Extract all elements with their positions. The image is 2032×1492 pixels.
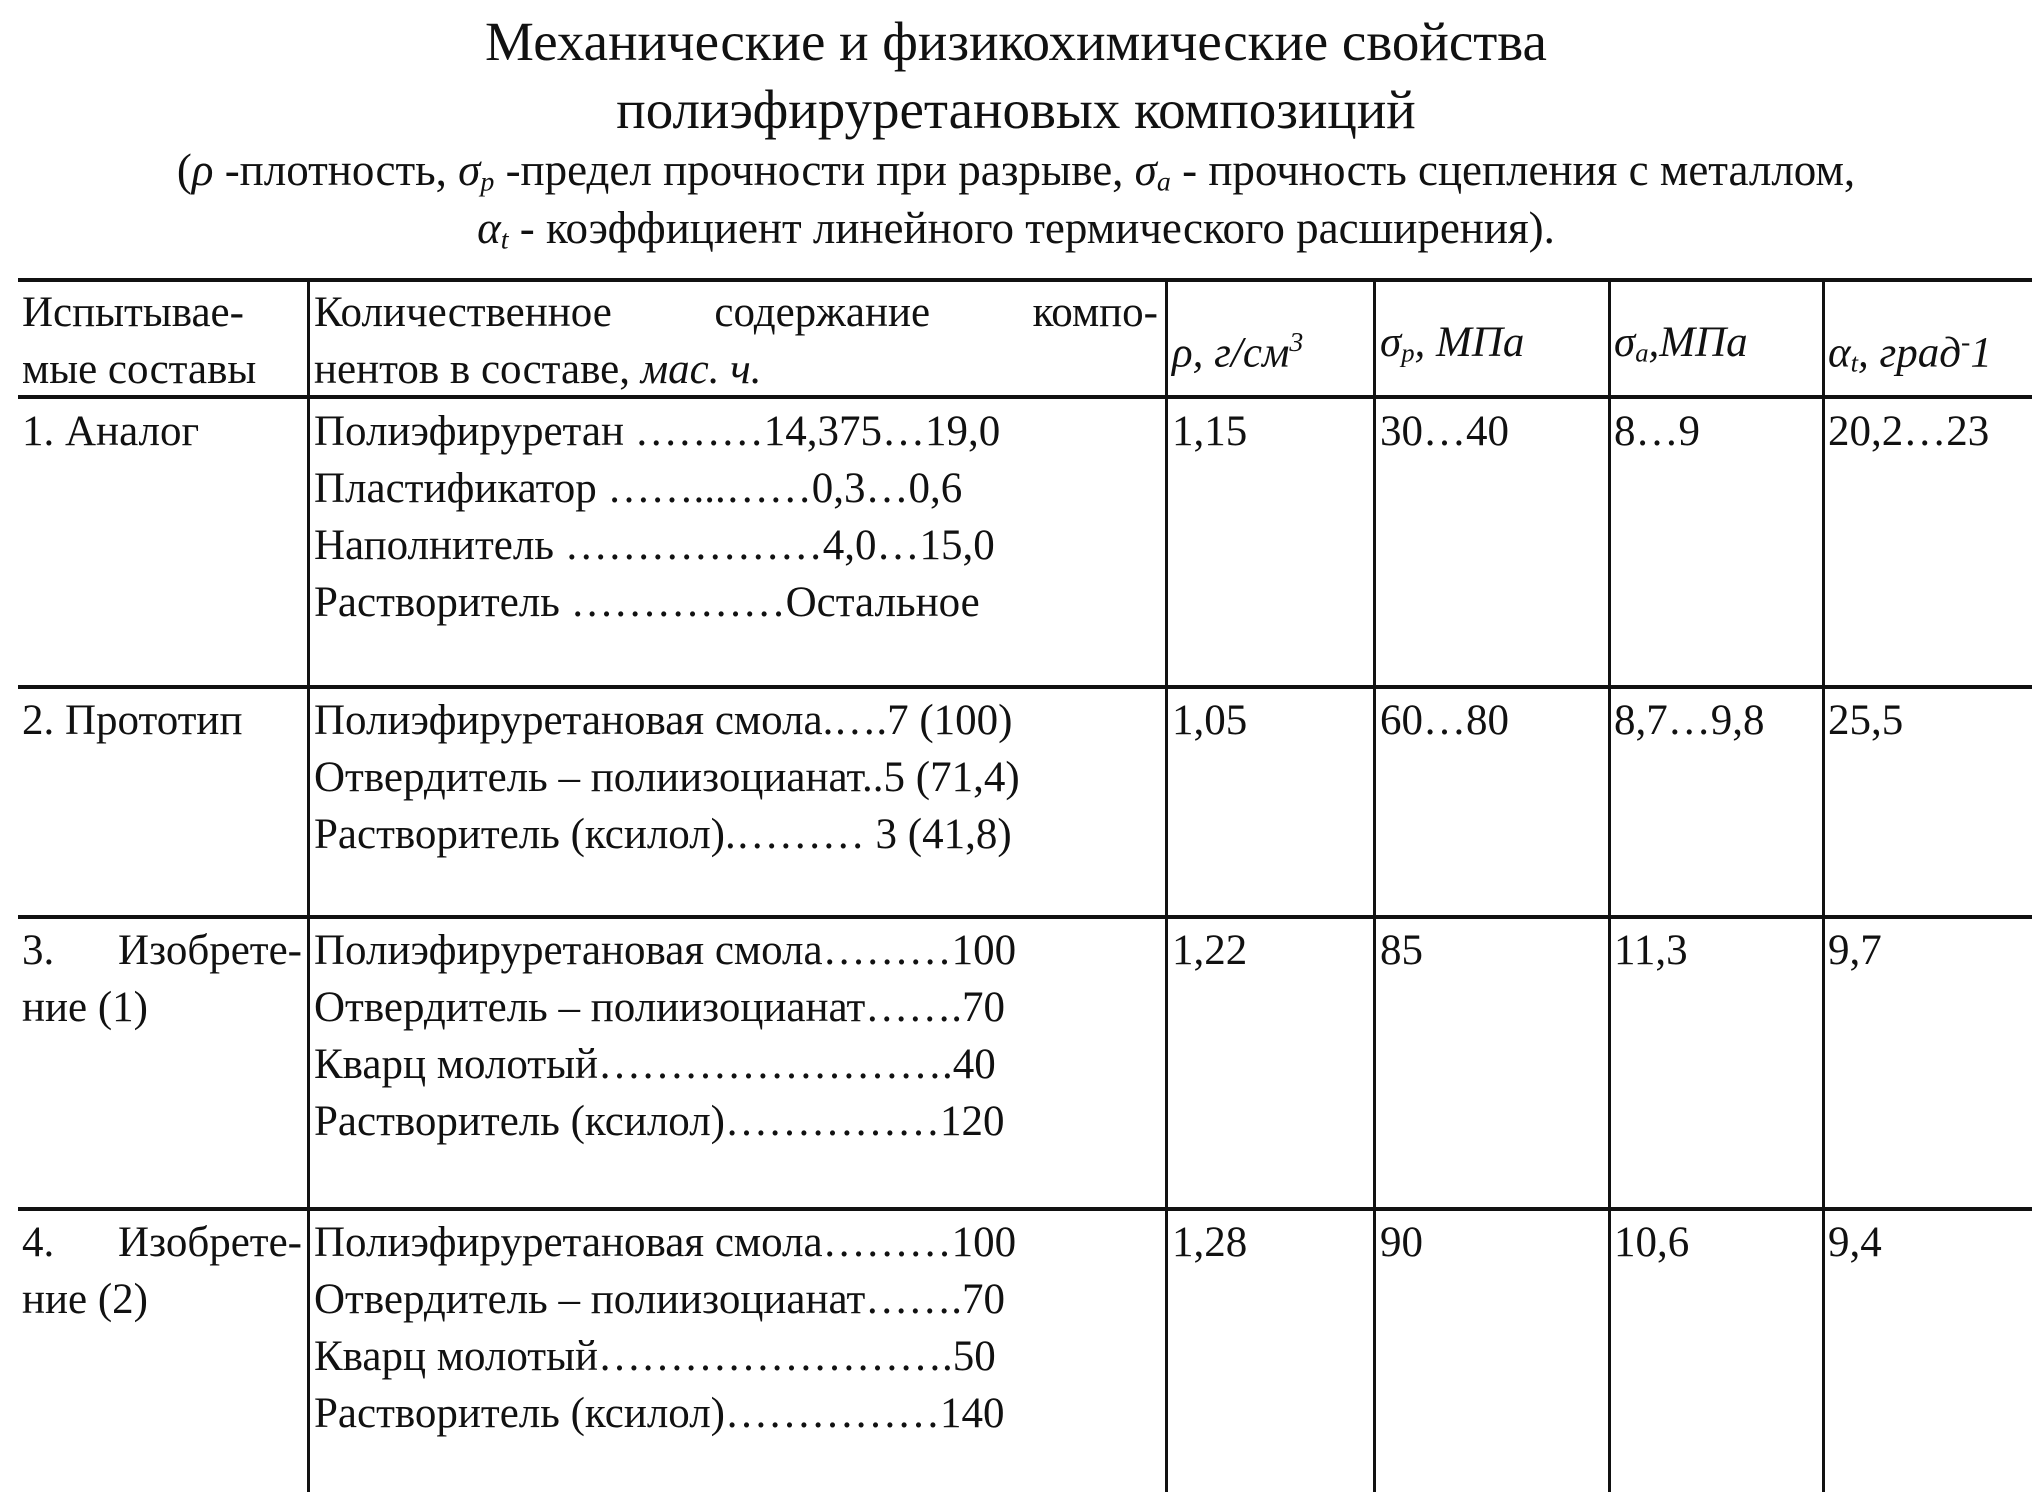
col-divider-5: [1822, 278, 1825, 1492]
row-1-component-2: Пластификатор ……...……0,3…0,6: [314, 460, 1000, 517]
row-3-component-1: Полиэфируретановая смола………100: [314, 922, 1016, 979]
row-4-tensile-strength: 90: [1380, 1214, 1423, 1271]
row-2-component-3: Растворитель (ксилол).……… 3 (41,8): [314, 806, 1020, 863]
legend-alpha-text: - коэффициент линейного термического расширения).: [508, 203, 1554, 253]
row-3-bottom-rule: [18, 1207, 2032, 1211]
row-1-density: 1,15: [1172, 403, 1247, 460]
row-3-name-line-1: [22, 922, 302, 979]
header-samples: [22, 284, 256, 398]
header-composition-word-1: Количественное: [314, 284, 612, 341]
header-density-sup: 3: [1289, 327, 1303, 358]
row-1-thermal-expansion: 20,2…23: [1828, 403, 1989, 460]
header-thermal-sup: -: [1961, 327, 1970, 358]
row-2-components: [314, 692, 1020, 863]
header-thermal-unit: , град: [1858, 329, 1961, 376]
row-4-name-line-1: [22, 1214, 302, 1271]
row-1-bottom-rule: [18, 685, 2032, 689]
col-divider-3: [1373, 278, 1376, 1492]
row-2-bottom-rule: [18, 915, 2032, 919]
row-4-name-line-2: ние (2): [22, 1271, 302, 1328]
row-4-components: [314, 1214, 1016, 1442]
row-4-component-3: Кварц молотый…………………….50: [314, 1328, 1016, 1385]
row-4-thermal-expansion: 9,4: [1828, 1214, 1882, 1271]
row-2-name: 2. Прототип: [22, 692, 242, 749]
row-3-name: [22, 922, 302, 1036]
header-adhesion-unit: ,МПа: [1649, 319, 1748, 366]
header-thermal-symbol: α: [1828, 329, 1851, 376]
header-adhesion-sub: a: [1635, 337, 1648, 367]
row-1-tensile-strength: 30…40: [1380, 403, 1509, 460]
col-divider-4: [1608, 278, 1611, 1492]
header-density: [1172, 314, 1303, 381]
legend-rho-symbol: ρ: [192, 145, 214, 195]
row-3-component-2: Отвердитель – полиизоцианат…….70: [314, 979, 1016, 1036]
header-samples-line-1: Испытывае-: [22, 284, 256, 341]
row-1-component-4: Растворитель ……………Остальное: [314, 574, 1000, 631]
row-3-number: 3.: [22, 922, 54, 979]
row-2-component-2: Отвердитель – полиизоцианат..5 (71,4): [314, 749, 1020, 806]
row-3-name-line-2: ние (1): [22, 979, 302, 1036]
header-tensile-sub: p: [1401, 337, 1414, 367]
row-4-number: 4.: [22, 1214, 54, 1271]
row-4-name-word: Изобрете-: [118, 1214, 302, 1271]
legend-sigma-a-text: - прочность сцепления с металлом,: [1171, 145, 1855, 195]
legend-sigma-a-symbol: σ: [1135, 145, 1157, 195]
header-adhesion-symbol: σ: [1614, 319, 1635, 366]
header-adhesion-strength: [1614, 314, 1748, 381]
row-1-components: [314, 403, 1000, 631]
legend-sigma-p-symbol: σ: [458, 145, 480, 195]
header-tensile-unit: , МПа: [1415, 319, 1525, 366]
col-divider-1: [307, 278, 310, 1492]
header-composition-unit: мас. ч.: [641, 346, 762, 393]
header-composition-line-2: [314, 341, 1158, 398]
row-1-component-1: Полиэфируретан ………14,375…19,0: [314, 403, 1000, 460]
row-4-density: 1,28: [1172, 1214, 1247, 1271]
row-1-adhesion-strength: 8…9: [1614, 403, 1700, 460]
document-page: [0, 0, 2032, 1492]
row-3-adhesion-strength: 11,3: [1614, 922, 1688, 979]
legend-line-1: [0, 148, 2032, 196]
legend-sigma-a-sub: a: [1157, 167, 1171, 198]
row-3-component-4: Растворитель (ксилол)……………120: [314, 1093, 1016, 1150]
document-title-line-2: полиэфируретановых композиций: [0, 82, 2032, 137]
header-tensile-strength: [1380, 314, 1524, 381]
row-3-name-word: Изобрете-: [118, 922, 302, 979]
row-1-name: 1. Аналог: [22, 403, 199, 460]
document-title-line-1: Механические и физикохимические свойства: [0, 14, 2032, 69]
header-composition: [314, 284, 1158, 398]
row-3-density: 1,22: [1172, 922, 1247, 979]
header-composition-word-2: содержание: [714, 284, 930, 341]
table-top-rule: [18, 278, 2032, 282]
row-3-tensile-strength: 85: [1380, 922, 1423, 979]
legend-sigma-p-sub: p: [480, 167, 494, 198]
header-composition-word-3: компо-: [1033, 284, 1158, 341]
legend-alpha-symbol: α: [477, 203, 501, 253]
row-1-component-3: Наполнитель ………………4,0…15,0: [314, 517, 1000, 574]
row-2-adhesion-strength: 8,7…9,8: [1614, 692, 1765, 749]
row-2-component-1: Полиэфируретановая смола.….7 (100): [314, 692, 1020, 749]
row-3-component-3: Кварц молотый…………………….40: [314, 1036, 1016, 1093]
header-thermal-sub: t: [1851, 348, 1858, 378]
row-2-tensile-strength: 60…80: [1380, 692, 1509, 749]
row-4-component-4: Растворитель (ксилол)……………140: [314, 1385, 1016, 1442]
header-thermal-expansion: [1828, 314, 1992, 392]
header-samples-line-2: мые составы: [22, 341, 256, 398]
header-composition-line-1: [314, 284, 1158, 341]
legend-rho-text: -плотность,: [213, 145, 458, 195]
row-2-thermal-expansion: 25,5: [1828, 692, 1903, 749]
row-4-component-2: Отвердитель – полиизоцианат…….70: [314, 1271, 1016, 1328]
row-4-name: [22, 1214, 302, 1328]
row-4-component-1: Полиэфируретановая смола………100: [314, 1214, 1016, 1271]
header-thermal-tail: 1: [1970, 329, 1992, 376]
row-4-adhesion-strength: 10,6: [1614, 1214, 1689, 1271]
row-3-components: [314, 922, 1016, 1150]
row-3-thermal-expansion: 9,7: [1828, 922, 1882, 979]
legend-alpha-sub: t: [501, 225, 509, 256]
col-divider-2: [1165, 278, 1168, 1492]
row-2-density: 1,05: [1172, 692, 1247, 749]
header-density-text: ρ, г/см: [1172, 329, 1289, 376]
legend-sigma-p-text: -предел прочности при разрыве,: [494, 145, 1134, 195]
legend-line-2: [0, 206, 2032, 254]
header-tensile-symbol: σ: [1380, 319, 1401, 366]
header-composition-line-2-plain: нентов в составе,: [314, 346, 641, 393]
legend-open-paren: (: [177, 145, 192, 195]
